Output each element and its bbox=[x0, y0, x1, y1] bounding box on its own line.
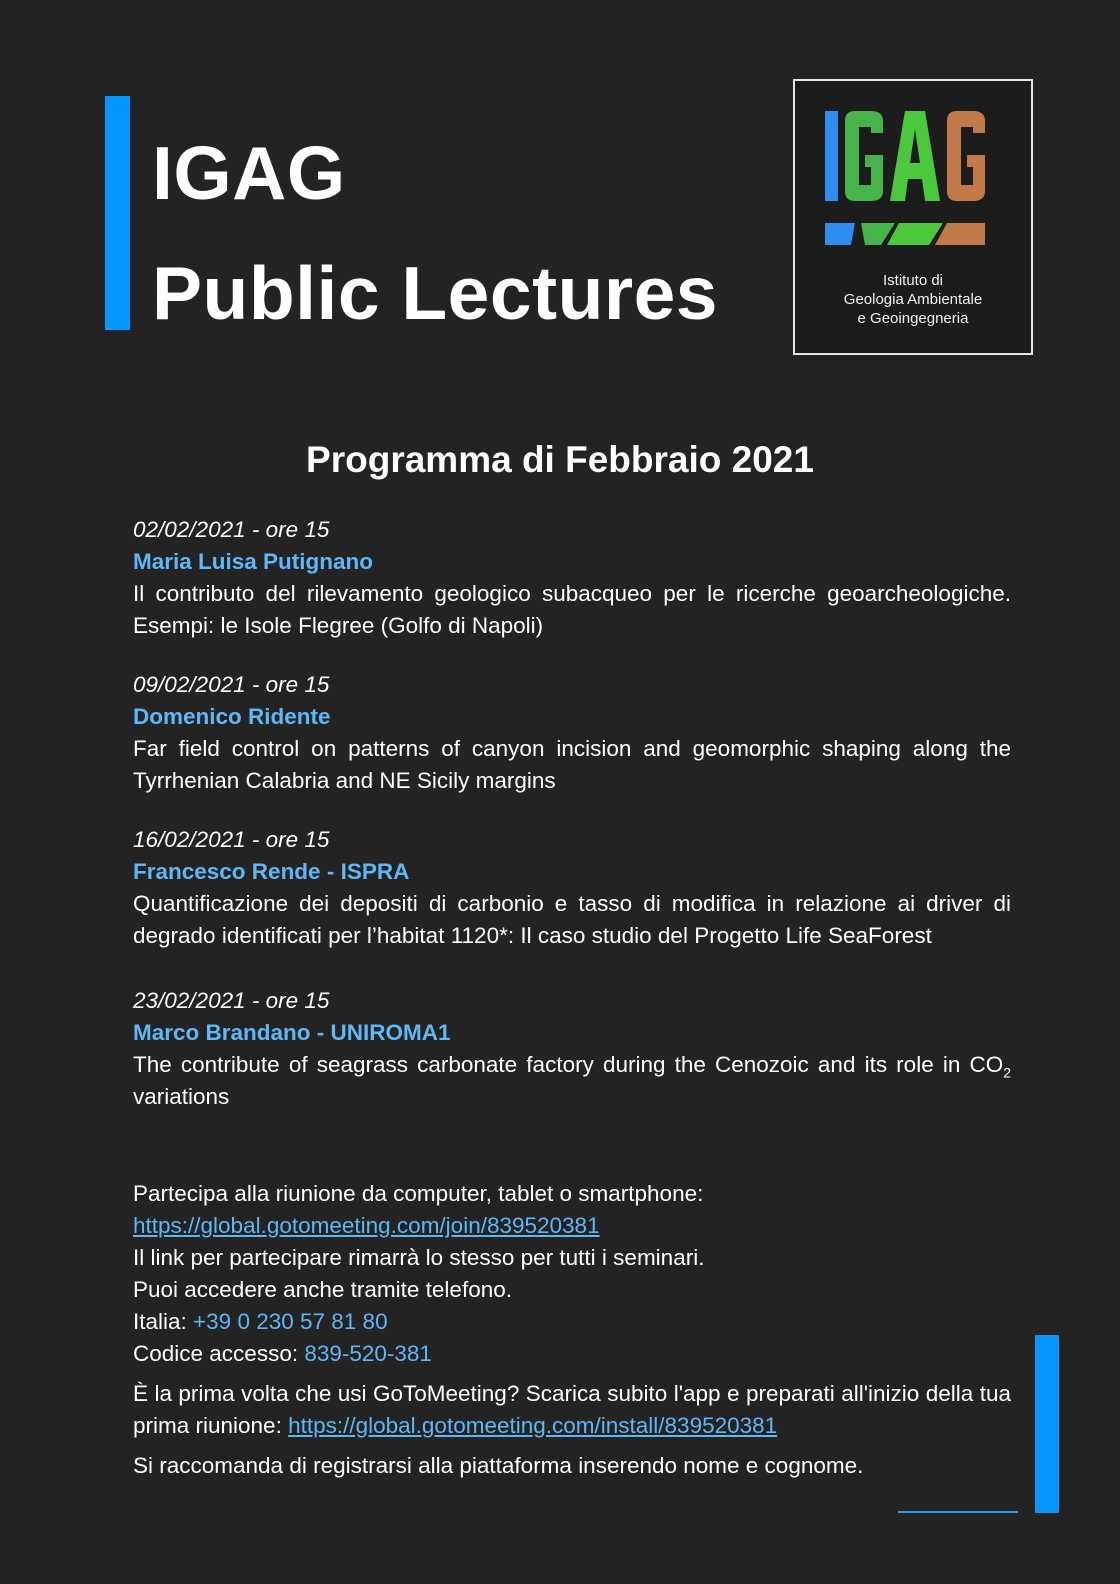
decorative-underline bbox=[898, 1511, 1018, 1513]
access-code-row bbox=[133, 1338, 1011, 1370]
logo-caption-line: e Geoingegneria bbox=[857, 310, 969, 327]
lecture-date: 16/02/2021 - ore 15 bbox=[133, 827, 330, 852]
lecture-title-text: The contribute of seagrass carbonate factory during the Cenozoic and its role in CO bbox=[133, 1052, 1004, 1077]
access-code-value: 839-520-381 bbox=[304, 1341, 432, 1366]
logo-caption-line: Geologia Ambientale bbox=[843, 291, 983, 308]
subscript-2: 2 bbox=[1003, 1064, 1011, 1081]
lecture-item bbox=[133, 824, 1011, 952]
phone-note: Puoi accedere anche tramite telefono. bbox=[133, 1277, 512, 1302]
program-title: Programma di Febbraio 2021 bbox=[306, 439, 814, 480]
lecture-date: 23/02/2021 - ore 15 bbox=[133, 988, 330, 1013]
lecture-speaker: Francesco Rende - ISPRA bbox=[133, 859, 410, 884]
page-title-line-2: Public Lectures bbox=[152, 251, 719, 335]
accent-bar-top bbox=[105, 96, 130, 330]
lecture-item bbox=[133, 514, 1011, 642]
accent-bar-bottom bbox=[1035, 1335, 1059, 1513]
lecture-speaker: Domenico Ridente bbox=[133, 704, 331, 729]
lecture-date: 02/02/2021 - ore 15 bbox=[133, 517, 330, 542]
join-instructions: Partecipa alla riunione da computer, tablet o smartphone: bbox=[133, 1181, 704, 1206]
lecture-title: Far field control on patterns of canyon incision and geomorphic shaping along the Tyrrhenian Calabria and NE Sicily margins bbox=[133, 736, 1011, 793]
lecture-title: Quantificazione dei depositi di carbonio e tasso di modifica in relazione ai driver di degrado identificati per l’habitat 1120*: Il caso studio del Progetto Life SeaForest bbox=[133, 891, 1011, 948]
same-link-note: Il link per partecipare rimarrà lo stesso per tutti i seminari. bbox=[133, 1245, 705, 1270]
access-code-label: Codice accesso: bbox=[133, 1341, 305, 1366]
lecture-date: 09/02/2021 - ore 15 bbox=[133, 672, 330, 697]
lecture-speaker: Maria Luisa Putignano bbox=[133, 549, 374, 574]
join-link[interactable]: https://global.gotomeeting.com/join/839520381 bbox=[133, 1213, 600, 1238]
lecture-title: Il contributo del rilevamento geologico subacqueo per le ricerche geoarcheologiche. Esempi: le Isole Flegree (Golfo di Napoli) bbox=[133, 581, 1011, 638]
italy-label: Italia: bbox=[133, 1309, 194, 1334]
lecture-title-end: variations bbox=[133, 1084, 230, 1109]
install-link[interactable]: https://global.gotomeeting.com/install/839520381 bbox=[288, 1413, 778, 1438]
register-note: Si raccomanda di registrarsi alla piattaforma inserendo nome e cognome. bbox=[133, 1453, 864, 1478]
first-time-note bbox=[133, 1378, 1011, 1442]
igag-logo-mark bbox=[825, 111, 1005, 261]
logo-caption bbox=[795, 271, 1031, 328]
italy-phone-row bbox=[133, 1306, 1011, 1338]
first-time-text: È la prima volta che usi GoToMeeting? Scarica subito l'app e preparati all'inizio della tua prima riunione: bbox=[133, 1381, 1011, 1438]
page-title-line-1: IGAG bbox=[152, 131, 346, 215]
igag-logo bbox=[793, 79, 1033, 355]
lecture-item bbox=[133, 985, 1011, 1113]
lecture-speaker: Marco Brandano - UNIROMA1 bbox=[133, 1020, 451, 1045]
italy-phone-number[interactable]: +39 0 230 57 81 80 bbox=[193, 1309, 388, 1334]
logo-caption-line: Istituto di bbox=[882, 272, 944, 289]
lecture-title bbox=[133, 1049, 1011, 1113]
meeting-info bbox=[133, 1178, 1011, 1482]
lecture-item bbox=[133, 669, 1011, 797]
